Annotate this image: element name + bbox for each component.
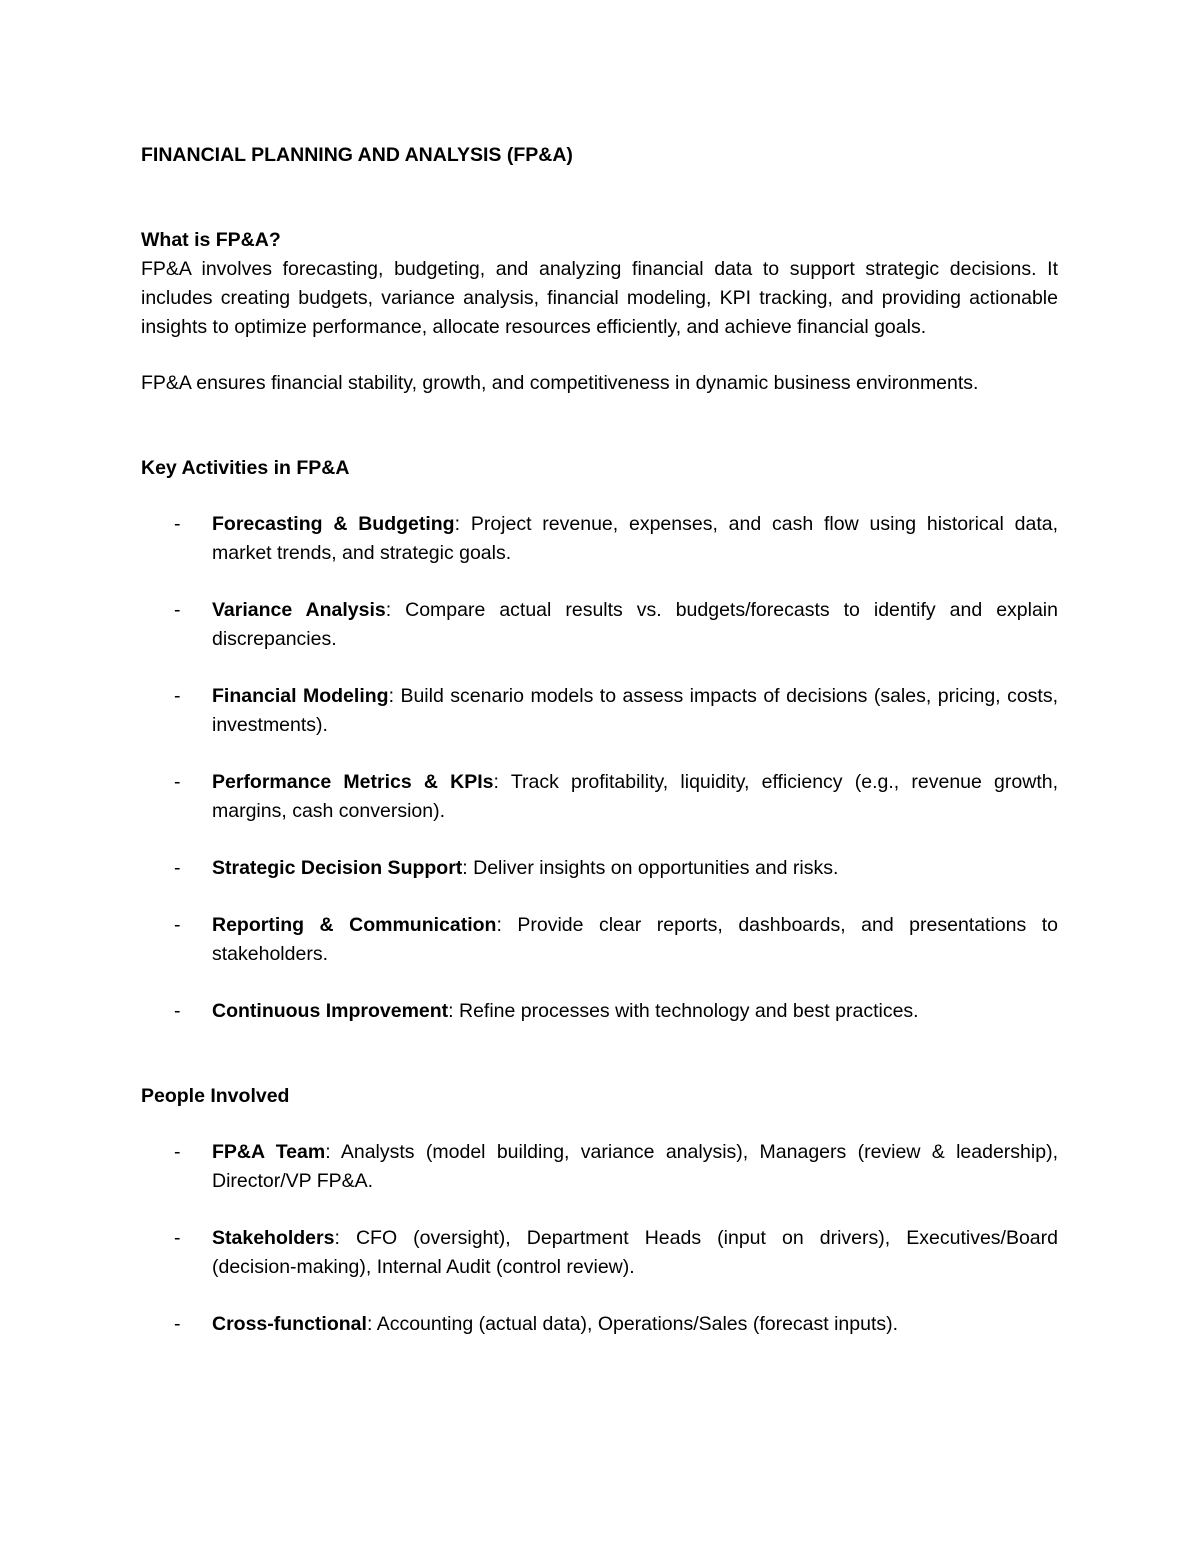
bullet-dash: - <box>174 857 181 879</box>
item-text: : Build scenario models to assess impacts of decisions (sales, pricing, costs, investments). <box>212 685 1058 736</box>
list-item <box>141 1138 1058 1196</box>
item-text: : Analysts (model building, variance analysis), Managers (review & leadership), Director/VP FP&A. <box>212 1141 1058 1192</box>
what-is-heading: What is FP&A? <box>141 229 281 251</box>
bullet-dash: - <box>174 1000 181 1022</box>
item-text: : Deliver insights on opportunities and risks. <box>462 857 839 879</box>
list-item <box>141 854 1058 883</box>
bullet-dash: - <box>174 1313 181 1335</box>
key-activities-heading: Key Activities in FP&A <box>141 457 350 479</box>
item-text: : Track profitability, liquidity, efficiency (e.g., revenue growth, margins, cash conversion). <box>212 771 1059 822</box>
item-text: : Refine processes with technology and best practices. <box>448 1000 919 1022</box>
list-item <box>141 1224 1058 1282</box>
bullet-dash: - <box>174 685 181 707</box>
list-item <box>141 682 1058 740</box>
item-text: : Accounting (actual data), Operations/Sales (forecast inputs). <box>366 1313 899 1335</box>
document-page <box>141 141 1058 1339</box>
item-text: : Compare actual results vs. budgets/forecasts to identify and explain discrepancies. <box>212 599 1058 650</box>
item-term: FP&A Team <box>212 1141 326 1163</box>
people-involved-list <box>141 1138 1058 1339</box>
item-term: Stakeholders <box>212 1227 335 1249</box>
item-text: : Provide clear reports, dashboards, and presentations to stakeholders. <box>212 914 1058 965</box>
item-term: Performance Metrics & KPIs <box>212 771 494 793</box>
bullet-dash: - <box>174 771 181 793</box>
list-item <box>141 768 1058 826</box>
list-item <box>141 596 1058 654</box>
item-term: Forecasting & Budgeting <box>212 513 455 535</box>
bullet-dash: - <box>174 1141 181 1163</box>
item-term: Continuous Improvement <box>212 1000 449 1022</box>
bullet-dash: - <box>174 914 181 936</box>
item-text: : CFO (oversight), Department Heads (input on drivers), Executives/Board (decision-making), Internal Audit (control review). <box>212 1227 1058 1278</box>
item-term: Financial Modeling <box>212 685 389 707</box>
item-term: Reporting & Communication <box>212 914 497 936</box>
document-title: FINANCIAL PLANNING AND ANALYSIS (FP&A) <box>141 144 573 166</box>
list-item <box>141 510 1058 568</box>
list-item <box>141 1310 1058 1339</box>
item-term: Cross-functional <box>212 1313 367 1335</box>
item-text: : Project revenue, expenses, and cash flow using historical data, market trends, and strategic goals. <box>212 513 1059 564</box>
what-is-paragraph-2: FP&A ensures financial stability, growth, and competitiveness in dynamic business environments. <box>141 372 979 394</box>
item-term: Strategic Decision Support <box>212 857 463 879</box>
bullet-dash: - <box>174 599 181 621</box>
bullet-dash: - <box>174 513 181 535</box>
key-activities-list <box>141 510 1058 1026</box>
list-item <box>141 997 1058 1026</box>
bullet-dash: - <box>174 1227 181 1249</box>
list-item <box>141 911 1058 969</box>
people-involved-heading: People Involved <box>141 1085 290 1107</box>
what-is-paragraph-1: FP&A involves forecasting, budgeting, and analyzing financial data to support strategic decisions. It includes creating budgets, variance analysis, financial modeling, KPI tracking, and providing actionable insights to optimize performance, allocate resources efficiently, and achieve financial goals. <box>141 258 1058 338</box>
item-term: Variance Analysis <box>212 599 386 621</box>
